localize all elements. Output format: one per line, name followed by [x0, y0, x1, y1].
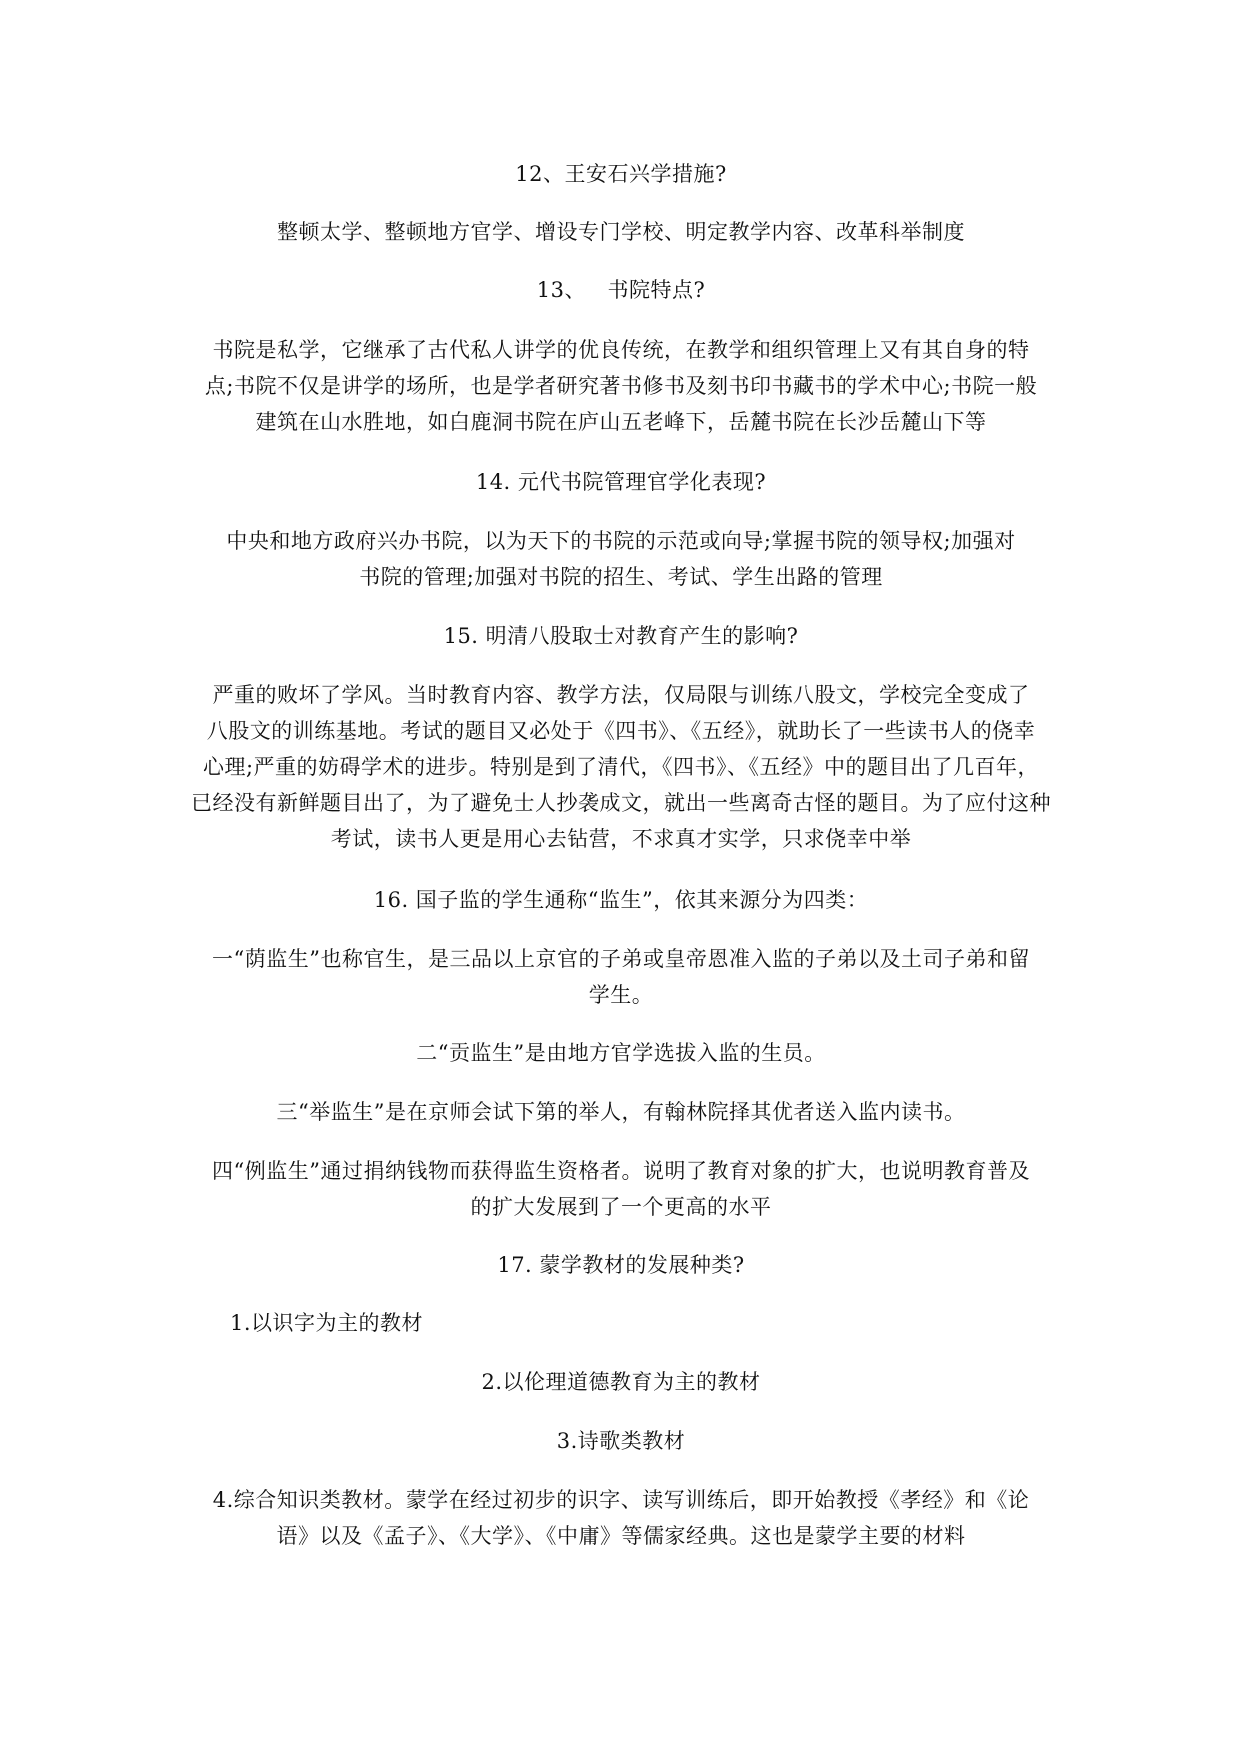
- question-13: 13、 书院特点?: [536, 278, 706, 302]
- answer-17-item-2: 2.以伦理道德教育为主的教材: [481, 1370, 761, 1394]
- question-17: 17. 蒙学教材的发展种类?: [497, 1253, 745, 1277]
- answer-16-ju-jiansheng: 三“举监生”是在京师会试下第的举人，有翰林院择其优者送入监内读书。: [276, 1100, 966, 1124]
- answer-13: [188, 332, 1054, 440]
- answer-16a-line-1: 一“荫监生”也称官生，是三品以上京官的子弟或皇帝恩准入监的子弟以及土司子弟和留: [212, 947, 1030, 971]
- answer-15-line-2: 八股文的训练基地。考试的题目又必处于《四书》、《五经》，就助长了一些读书人的侥幸: [206, 719, 1036, 743]
- answer-14-line-1: 中央和地方政府兴办书院，以为天下的书院的示范或向导;掌握书院的领导权;加强对: [226, 529, 1016, 553]
- answer-14: [188, 523, 1054, 595]
- answer-17d-line-2: 语》以及《孟子》、《大学》、《中庸》等儒家经典。这也是蒙学主要的材料: [276, 1524, 966, 1548]
- answer-15-line-1: 严重的败坏了学风。当时教育内容、教学方法，仅局限与训练八股文，学校完全变成了: [212, 683, 1030, 707]
- answer-17-item-1: 1.以识字为主的教材: [230, 1311, 424, 1335]
- answer-13-line-3: 建筑在山水胜地，如白鹿洞书院在庐山五老峰下，岳麓书院在长沙岳麓山下等: [255, 410, 987, 434]
- answer-14-line-2: 书院的管理;加强对书院的招生、考试、学生出路的管理: [359, 565, 883, 589]
- answer-15-line-5: 考试，读书人更是用心去钻营，不求真才实学，只求侥幸中举: [330, 827, 912, 851]
- answer-16-yin-jiansheng: [188, 941, 1054, 1013]
- answer-17-item-4: [188, 1482, 1054, 1554]
- question-12: 12、王安石兴学措施?: [515, 162, 727, 186]
- question-15: 15. 明清八股取士对教育产生的影响?: [443, 624, 799, 648]
- answer-15-line-4: 已经没有新鲜题目出了，为了避免士人抄袭成文，就出一些离奇古怪的题目。为了应付这种: [191, 791, 1051, 815]
- answer-16a-line-2: 学生。: [588, 983, 654, 1007]
- answer-12: 整顿太学、整顿地方官学、增设专门学校、明定教学内容、改革科举制度: [277, 220, 965, 244]
- question-16: 16. 国子监的学生通称“监生”，依其来源分为四类：: [373, 888, 869, 912]
- answer-17d-line-1: 4.综合知识类教材。蒙学在经过初步的识字、读写训练后，即开始教授《孝经》和《论: [212, 1488, 1030, 1512]
- answer-16d-line-1: 四“例监生”通过捐纳钱物而获得监生资格者。说明了教育对象的扩大，也说明教育普及: [212, 1159, 1030, 1183]
- answer-13-line-1: 书院是私学，它继承了古代私人讲学的优良传统，在教学和组织管理上又有其自身的特: [212, 338, 1030, 362]
- answer-17-item-3: 3.诗歌类教材: [556, 1429, 686, 1453]
- answer-15: [188, 677, 1054, 857]
- answer-16d-line-2: 的扩大发展到了一个更高的水平: [470, 1195, 772, 1219]
- answer-16-gong-jiansheng: 二“贡监生”是由地方官学选拔入监的生员。: [416, 1041, 826, 1065]
- answer-16-li-jiansheng: [188, 1153, 1054, 1225]
- question-14: 14. 元代书院管理官学化表现?: [475, 470, 767, 494]
- answer-15-line-3: 心理;严重的妨碍学术的进步。特别是到了清代，《四书》、《五经》中的题目出了几百年，: [202, 755, 1040, 779]
- answer-13-line-2: 点;书院不仅是讲学的场所，也是学者研究著书修书及刻书印书藏书的学术中心;书院一般: [204, 374, 1038, 398]
